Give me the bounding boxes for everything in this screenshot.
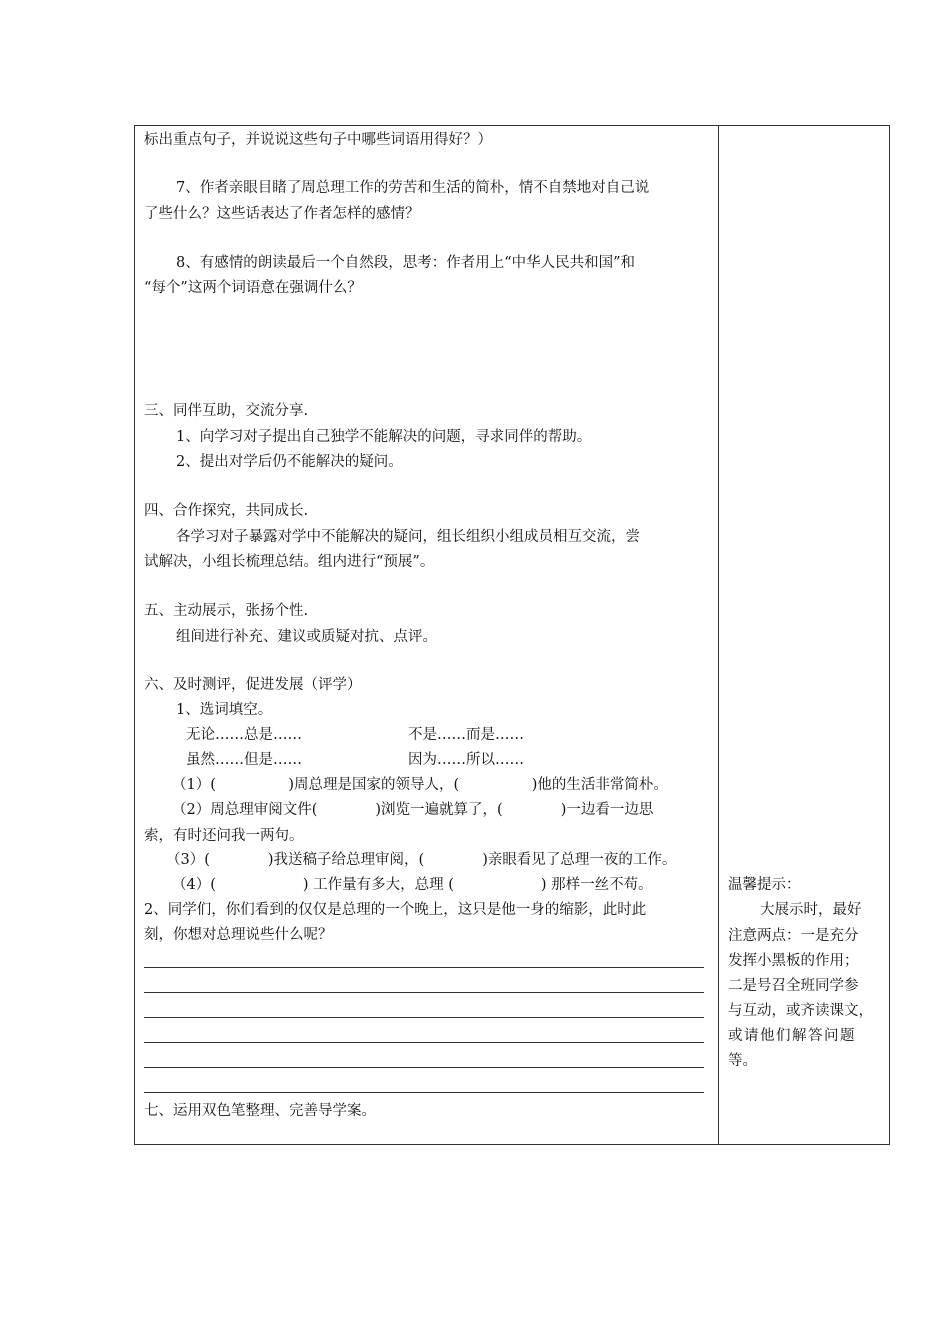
fill-2-line1: （2）周总理审阅文件( )浏览一遍就算了，( )一边看一边思 [172, 802, 654, 818]
tips-line: 发挥小黑板的作用； [728, 953, 859, 969]
question-2-line1: 2、同学们，你们看到的仅仅是总理的一个晚上，这只是他一身的缩影，此时此 [144, 902, 647, 918]
question-7-line2: 了些什么？这些话表达了作者怎样的感情？ [144, 206, 420, 222]
fill-2-line2: 索，有时还问我一两句。 [144, 828, 304, 844]
option-2: 不是……而是…… [408, 727, 524, 743]
section-6-sub1: 1、选词填空。 [176, 702, 273, 718]
section-7-title: 七、运用双色笔整理、完善导学案。 [144, 1103, 376, 1119]
fill-1: （1）( )周总理是国家的领导人，( )他的生活非常简朴。 [172, 777, 668, 793]
intro-tail: 标出重点句子，并说说这些句子中哪些词语用得好？） [144, 132, 492, 148]
column-divider [718, 126, 719, 1144]
section-4-line2: 试解决，小组长梳理总结。组内进行“预展”。 [144, 554, 435, 570]
question-2-line2: 刻，你想对总理说些什么呢？ [144, 927, 333, 943]
section-4-title: 四、合作探究，共同成长. [144, 503, 309, 519]
question-8-line2: “每个”这两个词语意在强调什么？ [144, 280, 362, 296]
option-1: 无论……总是…… [186, 727, 302, 743]
section-3-item1: 1、向学习对子提出自己独学不能解决的问题，寻求同伴的帮助。 [176, 429, 592, 445]
answer-line [144, 1017, 704, 1018]
section-5-line1: 组间进行补充、建议或质疑对抗、点评。 [176, 629, 437, 645]
answer-line [144, 992, 704, 993]
question-7-line1: 7、作者亲眼目睹了周总理工作的劳苦和生活的简朴，情不自禁地对自己说 [176, 180, 650, 196]
option-4: 因为……所以…… [408, 752, 524, 768]
tips-line: 注意两点：一是充分 [728, 928, 859, 944]
section-4-line1: 各学习对子暴露对学中不能解决的疑问，组长组织小组成员相互交流，尝 [176, 529, 640, 545]
tips-line: 大展示时，最好 [760, 902, 862, 918]
option-3: 虽然……但是…… [186, 752, 302, 768]
answer-line [144, 967, 704, 968]
question-8-line1: 8、有感情的朗读最后一个自然段，思考：作者用上“中华人民共和国”和 [176, 255, 636, 271]
section-3-item2: 2、提出对学后仍不能解决的疑问。 [176, 454, 403, 470]
answer-line [144, 1067, 704, 1068]
section-3-title: 三、同伴互助，交流分享. [144, 403, 309, 419]
answer-line [144, 1092, 704, 1093]
tips-title: 温馨提示： [728, 877, 801, 893]
tips-line: 二是号召全班同学参 [728, 978, 859, 994]
tips-line: 等。 [728, 1053, 757, 1069]
tips-line: 或请他们解答问题 [728, 1028, 856, 1044]
answer-line [144, 1042, 704, 1043]
fill-3: （3）( )我送稿子给总理审阅，( )亲眼看见了总理一夜的工作。 [166, 852, 677, 868]
tips-line: 与互动，或齐读课文， [728, 1003, 873, 1019]
section-5-title: 五、主动展示，张扬个性. [144, 603, 309, 619]
section-6-title: 六、及时测评，促进发展（评学） [144, 677, 362, 693]
lesson-table [134, 125, 890, 1145]
fill-4: （4）( ) 工作量有多大，总理 ( ) 那样一丝不苟。 [172, 877, 653, 893]
